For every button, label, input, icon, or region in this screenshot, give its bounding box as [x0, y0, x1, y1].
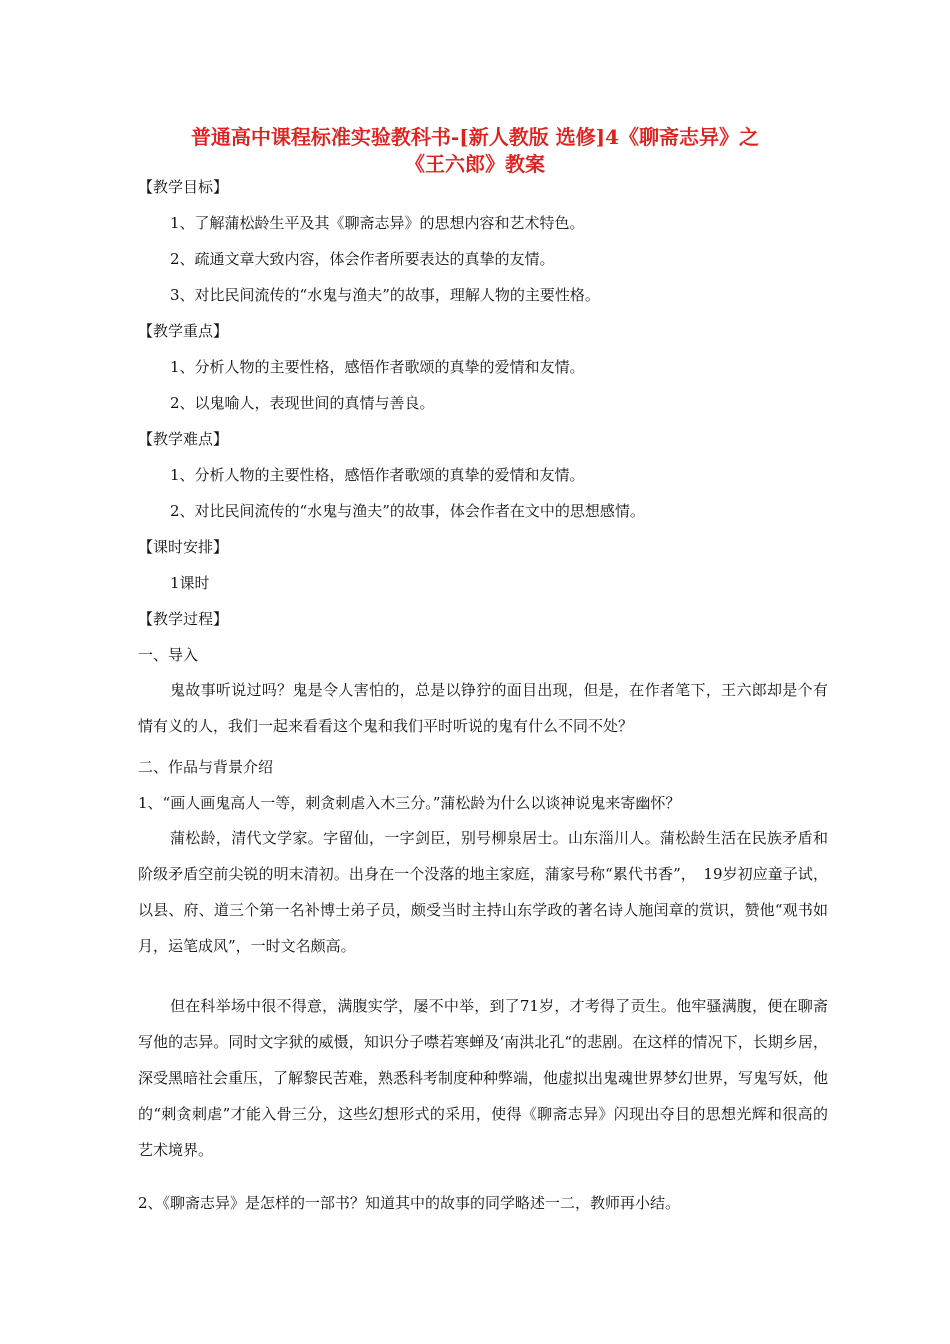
key-point-item-1: 1、分析人物的主要性格，感悟作者歌颂的真挚的爱情和友情。	[170, 358, 585, 376]
difficulty-item-1: 1、分析人物的主要性格，感悟作者歌颂的真挚的爱情和友情。	[170, 466, 585, 484]
heading-process: 【教学过程】	[138, 610, 229, 628]
heading-schedule: 【课时安排】	[138, 538, 229, 556]
paragraph-career: 但在科举场中很不得意，满腹实学，屡不中举，到了71岁，才考得了贡生。他牢骚满腹，便在聊斋写他的志异。同时文字狱的威慑，知识分子噤若寒蝉及‘南洪北孔“的悲剧。在这样的情况下，长期乡居，深受黑暗社会重压，了解黎民苦难，熟悉科考制度种种弊端，他虚拟出鬼魂世界梦幻世界，写鬼写妖，他的“刺贪刺虐”才能入骨三分，这些幻想形式的采用，使得《聊斋志异》闪现出夺目的思想光辉和很高的艺术境界。	[138, 997, 829, 1159]
goal-item-2: 2、疏通文章大致内容，体会作者所要表达的真挚的友情。	[170, 250, 555, 268]
goal-item-1: 1、了解蒲松龄生平及其《聊斋志异》的思想内容和艺术特色。	[170, 214, 585, 232]
heading-difficulties: 【教学难点】	[138, 430, 229, 448]
difficulty-item-2: 2、对比民间流传的“水鬼与渔夫”的故事，体会作者在文中的思想感情。	[170, 502, 645, 520]
question-2: 2、《聊斋志异》是怎样的一部书？知道其中的故事的同学略述一二，教师再小结。	[138, 1194, 681, 1212]
paragraph-biography: 蒲松龄，清代文学家。字留仙，一字剑臣，别号柳泉居士。山东淄川人。蒲松龄生活在民族矛盾和阶级矛盾空前尖锐的明末清初。出身在一个没落的地主家庭，蒲家号称“累代书香”， 19岁初应童子试，以县、府、道三个第一名补博士弟子员，颇受当时主持山东学政的著名诗人施闰章的赏识，赞他“观书如月，运笔成风”，一时文名颇高。	[138, 829, 828, 955]
key-point-item-2: 2、以鬼喻人，表现世间的真情与善良。	[170, 394, 435, 412]
goal-item-3: 3、对比民间流传的“水鬼与渔夫”的故事，理解人物的主要性格。	[170, 286, 600, 304]
schedule-value: 1课时	[170, 574, 210, 592]
document-title-line2: 《王六郎》教案	[405, 152, 545, 176]
heading-goals: 【教学目标】	[138, 178, 229, 196]
paragraph-intro: 鬼故事听说过吗？鬼是令人害怕的，总是以铮狞的面目出现，但是，在作者笔下，王六郎却是个有情有义的人，我们一起来看看这个鬼和我们平时听说的鬼有什么不同不处？	[138, 681, 828, 735]
section-title-intro: 一、导入	[138, 646, 199, 664]
heading-key-points: 【教学重点】	[138, 322, 229, 340]
document-title-line1: 普通高中课程标准实验教科书-[新人教版 选修]4《聊斋志异》之	[190, 125, 760, 149]
question-1: 1、“画人画鬼高人一等，刺贪刺虐入木三分。”蒲松龄为什么以谈神说鬼来寄幽怀？	[138, 794, 681, 812]
section-title-background: 二、作品与背景介绍	[138, 758, 274, 776]
